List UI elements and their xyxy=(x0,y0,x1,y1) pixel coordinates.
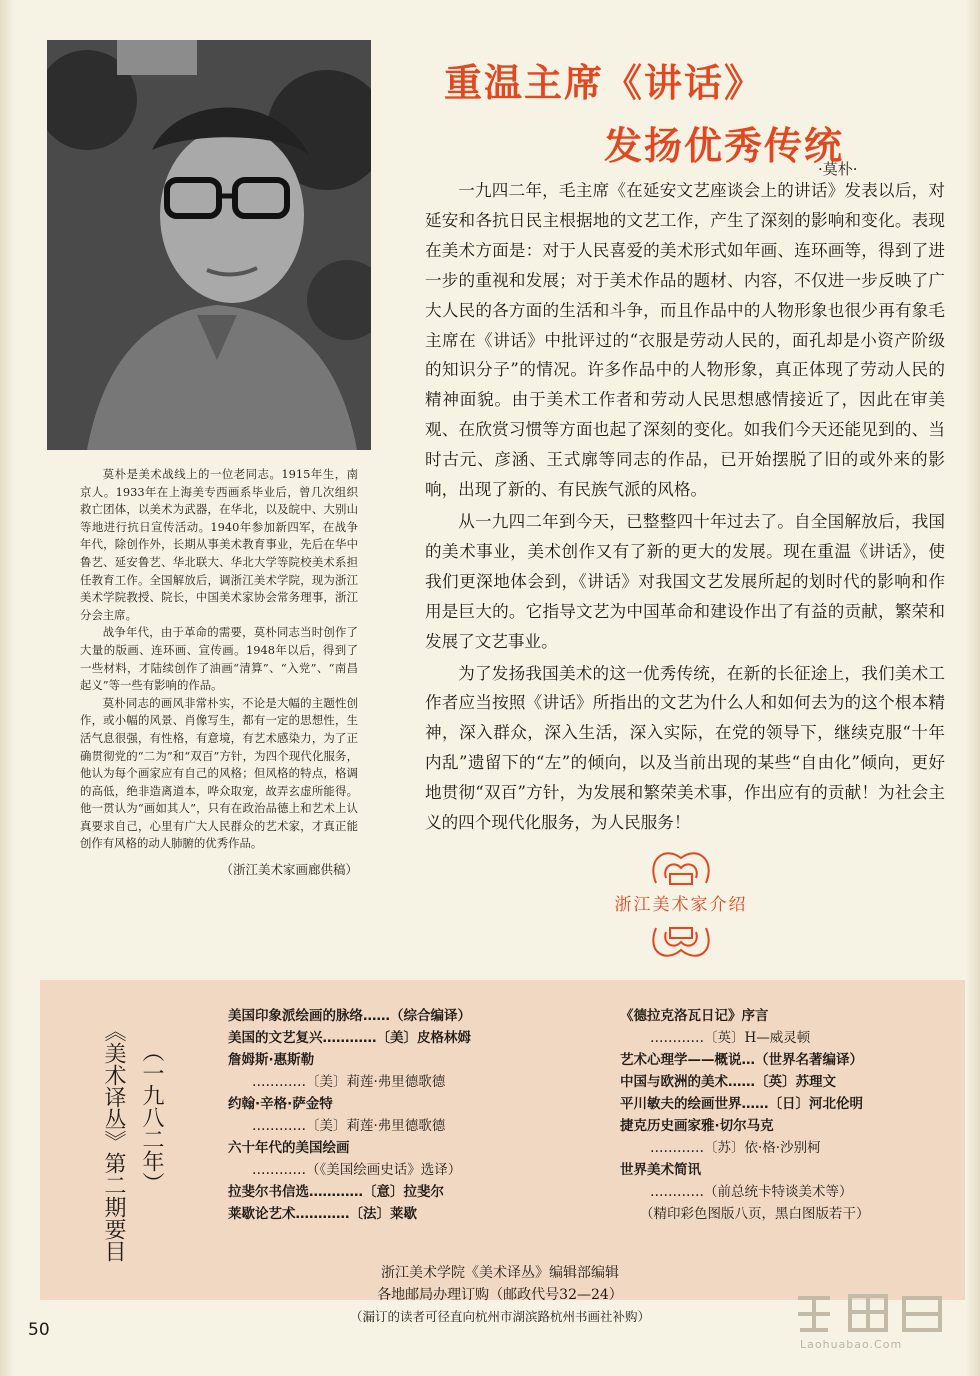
title-line-2: 发扬优秀传统 xyxy=(604,124,845,168)
toc-entry: …………〔苏〕依·格·沙别柯 xyxy=(650,1140,821,1156)
page-edge-right xyxy=(966,0,980,1376)
toc-entry: 艺术心理学——概说…（世界名著编译） xyxy=(620,1052,863,1068)
article-paragraph: 为了发扬我国美术的这一优秀传统，在新的长征途上，我们美术工作者应当按照《讲话》所指出的文艺为什么人和如何去为的这个根本精神，深入群众，深入生活，深入实际，在党的领导下，继续克服“十年内乱”遗留下的“左”的倾向，以及当前出现的某些“自由化”倾向，更好地贯彻“双百”方针，为发展和繁荣美术事，作出应有的贡献！为社会主义的四个现代化服务，为人民服务！ xyxy=(425,663,945,833)
toc-entry: 捷克历史画家雅·切尔马克 xyxy=(620,1118,774,1134)
toc-entry: …………（前总统卡特谈美术等） xyxy=(650,1184,853,1200)
toc-left-column xyxy=(228,1005,528,1225)
site-watermark xyxy=(790,1290,960,1360)
portrait-illustration xyxy=(47,40,371,450)
article-paragraph: 一九四二年，毛主席《在延安文艺座谈会上的讲话》发表以后，对延安和各抗日民主根据地的文艺工作，产生了深刻的影响和变化。表现在美术方面是：对于人民喜爱的美术形式如年画、连环画等，得到了进一步的重视和发展；对于美术作品的题材、内容，不仅进一步反映了广大人民的各方面的生活和斗争，而且作品中的人物形象也很少再有象毛主席在《讲话》中批评过的“衣服是劳动人民的，面孔却是小资产阶级的知识分子”的情况。许多作品中的人物形象，真正体现了劳动人民的精神面貌。由于美术工作者和劳动人民思想感情接近了，因此在审美观、在欣赏习惯等方面也起了深刻的变化。如我们今天还能见到的、当时古元、彦涵、王式廓等同志的作品，已开始摆脱了旧的或外来的影响，出现了新的、有民族气派的风格。 xyxy=(425,181,945,500)
column-stamp xyxy=(596,838,766,968)
toc-entry: 詹姆斯·惠斯勒 xyxy=(228,1052,315,1068)
article-paragraph: 从一九四二年到今天，已整整四十年过去了。自全国解放后，我国的美术事业，美术创作又有了新的更大的发展。现在重温《讲话》，使我们更深地体会到，《讲话》对我国文艺发展所起的划时代的影响和作用是巨大的。它指导文艺为中国革命和建设作出了有益的贡献，繁荣和发展了文艺事业。 xyxy=(425,511,945,651)
page-number: 50 xyxy=(28,1320,50,1340)
page-edge-left xyxy=(0,0,14,1376)
photo-credit: （浙江美术家画廊供稿） xyxy=(220,862,358,878)
watermark-site-text: Laohuabao.Com xyxy=(800,1338,903,1351)
artist-biography xyxy=(80,466,358,879)
toc-entry: …………〔英〕H—威灵顿 xyxy=(650,1030,811,1046)
author-byline: ·莫朴· xyxy=(818,160,858,178)
toc-entry: …………〔美〕莉莲·弗里德歌德 xyxy=(252,1074,446,1090)
toc-entry: 平川敏夫的绘画世界……〔日〕河北伦明 xyxy=(620,1096,863,1112)
toc-series-title: 《美术译丛》第二期要目 xyxy=(101,1020,126,1262)
toc-entry: 六十年代的美国绘画 xyxy=(228,1140,350,1156)
publisher-footer xyxy=(220,1262,780,1328)
bio-paragraph: 莫朴同志的画风非常朴实，不论是大幅的主题性创作，或小幅的风景、肖像写生，都有一定的思想性，生活气息很强，有性格，有意境，有艺术感染力，为了正确贯彻党的“二为”和“双百”方针，为四个现代化服务，他认为每个画家应有自己的风格；但风格的特点，格调的高低，绝非造离道本，哗众取宠，故弄玄虚所能得。他一贯认为“画如其人”，只有在政治品德上和艺术上认真要求自己，心里有广大人民群众的艺术家，才真正能创作有风格的动人肺腑的优秀作品。 xyxy=(80,695,358,851)
toc-entry: 美国的文艺复兴…………〔美〕皮格林姆 xyxy=(228,1030,471,1046)
toc-entry: 中国与欧洲的美术……〔英〕苏理文 xyxy=(620,1074,836,1090)
footer-line: （漏订的读者可径直向杭州市湖滨路杭州书画社补购） xyxy=(349,1309,650,1324)
title-line-1: 重温主席《讲话》 xyxy=(444,61,765,105)
toc-entry: （精印彩色图版八页，黑白图版若干） xyxy=(640,1206,870,1222)
toc-entry: 美国印象派绘画的脉络……（综合编译） xyxy=(228,1008,471,1024)
bio-paragraph: 莫朴是美术战线上的一位老同志。1915年生，南京人。1933年在上海美专西画系毕业后，曾几次组织救亡团体，以美术为武器，在华北，以及皖中、大别山等地进行抗日宣传活动。1940年参加新四军，在战争年代，除创作外，长期从事美术教育事业，先后在华中鲁艺、延安鲁艺、华北联大、华北大学等院校美术系担任教育工作。全国解放后，调浙江美术学院，现为浙江美术学院教授、院长，中国美术家协会常务理事，浙江分会主席。 xyxy=(80,467,358,622)
toc-entry: 拉斐尔书信选…………〔意〕拉斐尔 xyxy=(228,1184,444,1200)
stamp-label: 浙江美术家介绍 xyxy=(596,890,766,915)
bio-paragraph: 战争年代，由于革命的需要，莫朴同志当时创作了大量的版画、连环画、宣传画。1948年以后，得到了一些材料，才陆续创作了油画“清算”、“入党”、“南昌起义”等一些有影响的作品。 xyxy=(80,625,358,693)
footer-line: 各地邮局办理订购（邮政代号32—24） xyxy=(377,1287,623,1303)
article-title xyxy=(444,52,904,170)
toc-entry: …………（《美国绘画史话》选译） xyxy=(252,1162,462,1178)
toc-entry: …………〔美〕莉莲·弗里德歌德 xyxy=(252,1118,446,1134)
toc-entry: 《德拉克洛瓦日记》序言 xyxy=(620,1008,769,1024)
toc-year: （一九八二年） xyxy=(139,1040,164,1194)
toc-entry: 世界美术简讯 xyxy=(620,1162,701,1178)
article-body xyxy=(425,176,945,838)
toc-entry: 约翰·辛格·萨金特 xyxy=(228,1096,333,1112)
toc-right-column xyxy=(620,1005,920,1225)
watermark-logo-icon xyxy=(790,1290,950,1336)
toc-entry: 莱歇论艺术…………〔法〕莱歇 xyxy=(228,1206,417,1222)
footer-line: 浙江美术学院《美术译丛》编辑部编辑 xyxy=(381,1265,619,1281)
portrait-photo xyxy=(47,40,371,450)
